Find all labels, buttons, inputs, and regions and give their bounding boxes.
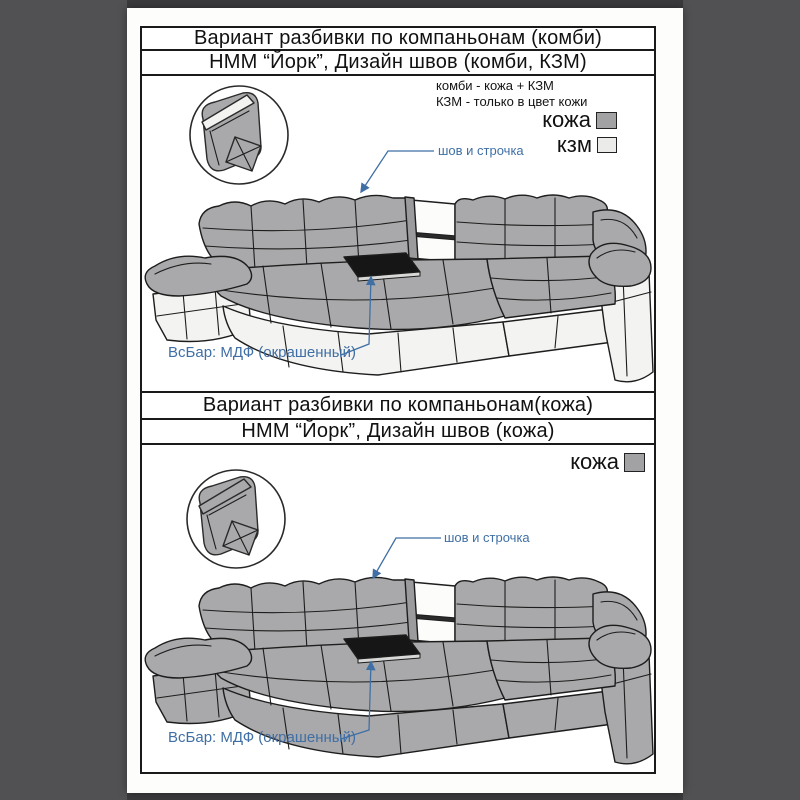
panel1-subtitle-text: НММ “Йорк”, Дизайн швов (комби, КЗМ) (209, 51, 587, 73)
legend-note-1: комби - кожа + КЗМ (436, 78, 554, 93)
legend-leather (559, 451, 645, 473)
seam-annotation: шов и строчка (438, 143, 524, 158)
kzm-label: кзм (556, 132, 592, 157)
armrest-detail-callout (187, 470, 285, 568)
seam-leader-line (373, 538, 441, 578)
leather-swatch (624, 453, 645, 472)
panel2-diagram (140, 443, 656, 774)
leather-label: кожа (542, 107, 591, 132)
bar-annotation: ВсБар: МДФ (окрашенный) (168, 729, 356, 746)
legend-kzm (537, 134, 617, 156)
panel2-title-text: Вариант разбивки по компаньонам(кожа) (202, 394, 594, 416)
legend-leather (537, 109, 617, 131)
panel2-subtitle-text: НММ “Йорк”, Дизайн швов (кожа) (241, 420, 555, 442)
viewer-top-strip (127, 0, 683, 8)
leather-swatch (596, 112, 617, 129)
legend-note-2: КЗМ - только в цвет кожи (436, 94, 588, 109)
panel1-title (140, 26, 656, 51)
panel2-title (140, 391, 656, 420)
spec-sheet (140, 26, 656, 774)
panel1-title-text: Вариант разбивки по компаньонам (комби) (193, 27, 603, 49)
panel1-diagram (140, 74, 656, 393)
seam-leader-line (361, 151, 434, 192)
kzm-swatch (597, 137, 617, 153)
viewer-bottom-strip (127, 793, 683, 800)
seam-annotation: шов и строчка (444, 530, 530, 545)
leather-sofa-drawing (142, 445, 654, 772)
combi-legend-notes (436, 78, 587, 110)
document-page (127, 8, 683, 793)
bar-annotation: ВсБар: МДФ (окрашенный) (168, 344, 356, 361)
panel2-subtitle (140, 418, 656, 445)
leather-label: кожа (570, 449, 619, 474)
armrest-detail-callout (190, 86, 288, 184)
panel1-subtitle (140, 49, 656, 76)
